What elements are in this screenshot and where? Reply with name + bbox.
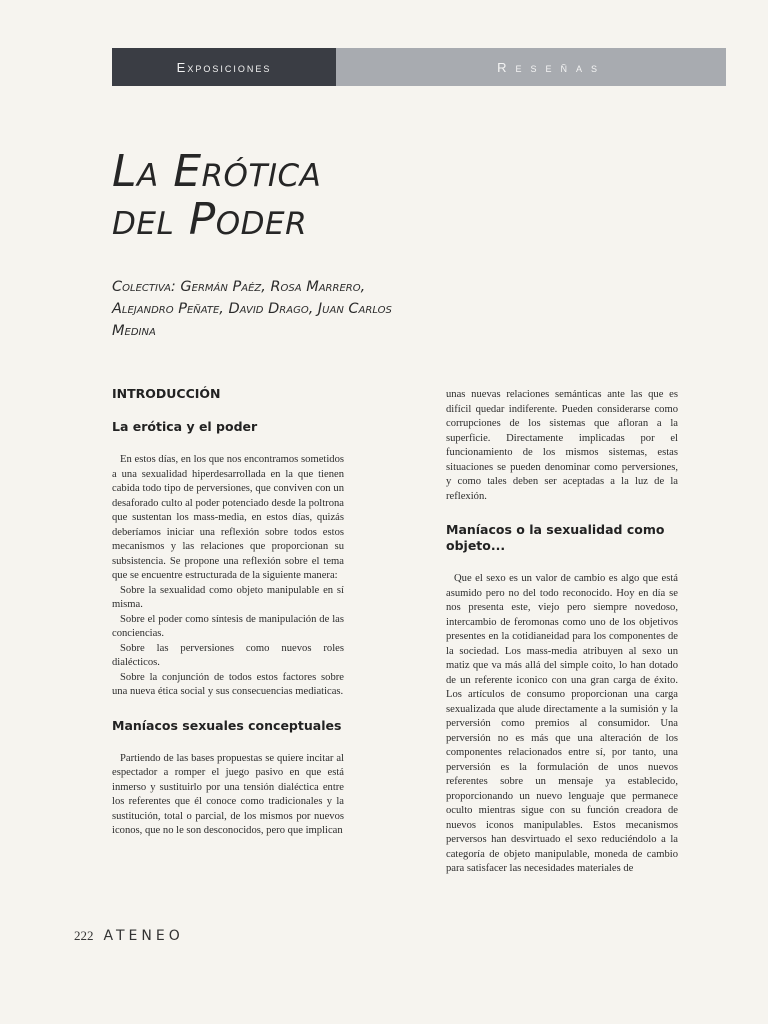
body-paragraph: Que el sexo es un valor de cambio es algo que está asumido pero no del todo reconocido. Hoy en día se nos presenta este, viejo pero siempre novedoso, intercambio de feromonas como uno de los objetivos presentes en la cotidianeidad para los componentes de la sociedad. Los mass-media atribuyen al sexo un matiz que va más allá del simple coito, lo han dotado de un referente iconico con una gran carga de éxito. Los artículos de consumo proporcionan una carga sexualizada que alude directamente a la sumisión y la perversión como premios al consumidor. Una perversión no es más que una alteración de los componentes relacionados entre sí, por tanto, una perversión es la formulación de unos nuevos referentes sobre un mensaje ya establecido, proporcionando un nuevo lenguaje que permanece oculto mientras sigue con su función creadora de nuevos iconos manipulables. Estos mecanismos perversos han desvirtuado el sexo reduciéndolo a la categoría de objeto manipulable, moneda de cambio para satisfacer las necesidades materiales de xyxy=(446,573,678,874)
body-paragraph: Partiendo de las bases propuestas se quiere incitar al espectador a romper el juego pasivo en que está inmerso y sustituirlo por una tensión dialéctica entre los referentes que él conoce como tradicionales y la sustitución, total o parcial, de los mismos por nuevos iconos, que no le son desconocidos, pero que implican xyxy=(112,752,344,836)
body-paragraph: En estos días, en los que nos encontramos sometidos a una sexualidad hiperdesarrollada en la que tienen cabida todo tipo de perversiones, que conviven con un desaforado culto al poder potenciado desde la poltrona que sustentan los mass-media, en estos días, quizás deberíamos iniciar una reflexión sobre todos estos mecanismos y las relaciones que proporcionan su subsistencia. Se propone una reflexión sobre el tema que se encuentre estructurada de la siguiente manera: xyxy=(112,454,344,581)
page-number: 222 xyxy=(74,928,94,943)
magazine-logo: ATENEO xyxy=(103,928,184,944)
body-paragraph: unas nuevas relaciones semánticas ante las que es difícil quedar indiferente. Pueden considerarse como corrupciones de los sistemas que afloran a la superficie. Directamente implicadas por el funcionamiento de los mismos sistemas, estas situaciones se pueden denominar como perversiones, y como tales deben ser aceptadas a la luz de la reflexión. xyxy=(446,389,678,502)
subheading-maniacos-sexuales: Maníacos sexuales conceptuales xyxy=(112,717,342,733)
right-text-column xyxy=(446,388,678,877)
body-paragraph: Sobre la sexualidad como objeto manipulable en sí misma. xyxy=(112,584,344,610)
title-line-1: La Erótica xyxy=(112,146,322,197)
title-line-2: del Poder xyxy=(112,194,308,245)
subheading-maniacos-objeto: Maníacos o la sexualidad como objeto... xyxy=(446,522,665,553)
left-text-column xyxy=(112,386,344,839)
section-header-bar xyxy=(112,48,726,86)
subheading-erotica-poder: La erótica y el poder xyxy=(112,419,258,434)
header-category-label: Reseñas xyxy=(336,48,726,86)
body-paragraph: Sobre las perversiones como nuevos roles dialécticos. xyxy=(112,642,344,668)
article-authors: Colectiva: Germán Paéz, Rosa Marrero, Alejandro Peñate, David Drago, Juan Carlos Medina xyxy=(112,279,392,339)
header-section-label: Exposiciones xyxy=(112,48,336,86)
page-footer xyxy=(74,928,184,944)
body-paragraph: Sobre la conjunción de todos estos factores sobre una nueva ética social y sus consecuencias mediaticas. xyxy=(112,671,344,697)
body-paragraph: Sobre el poder como síntesis de manipulación de las conciencias. xyxy=(112,613,344,639)
article-title xyxy=(112,148,321,244)
section-heading-introduccion: INTRODUCCIÓN xyxy=(112,386,221,401)
